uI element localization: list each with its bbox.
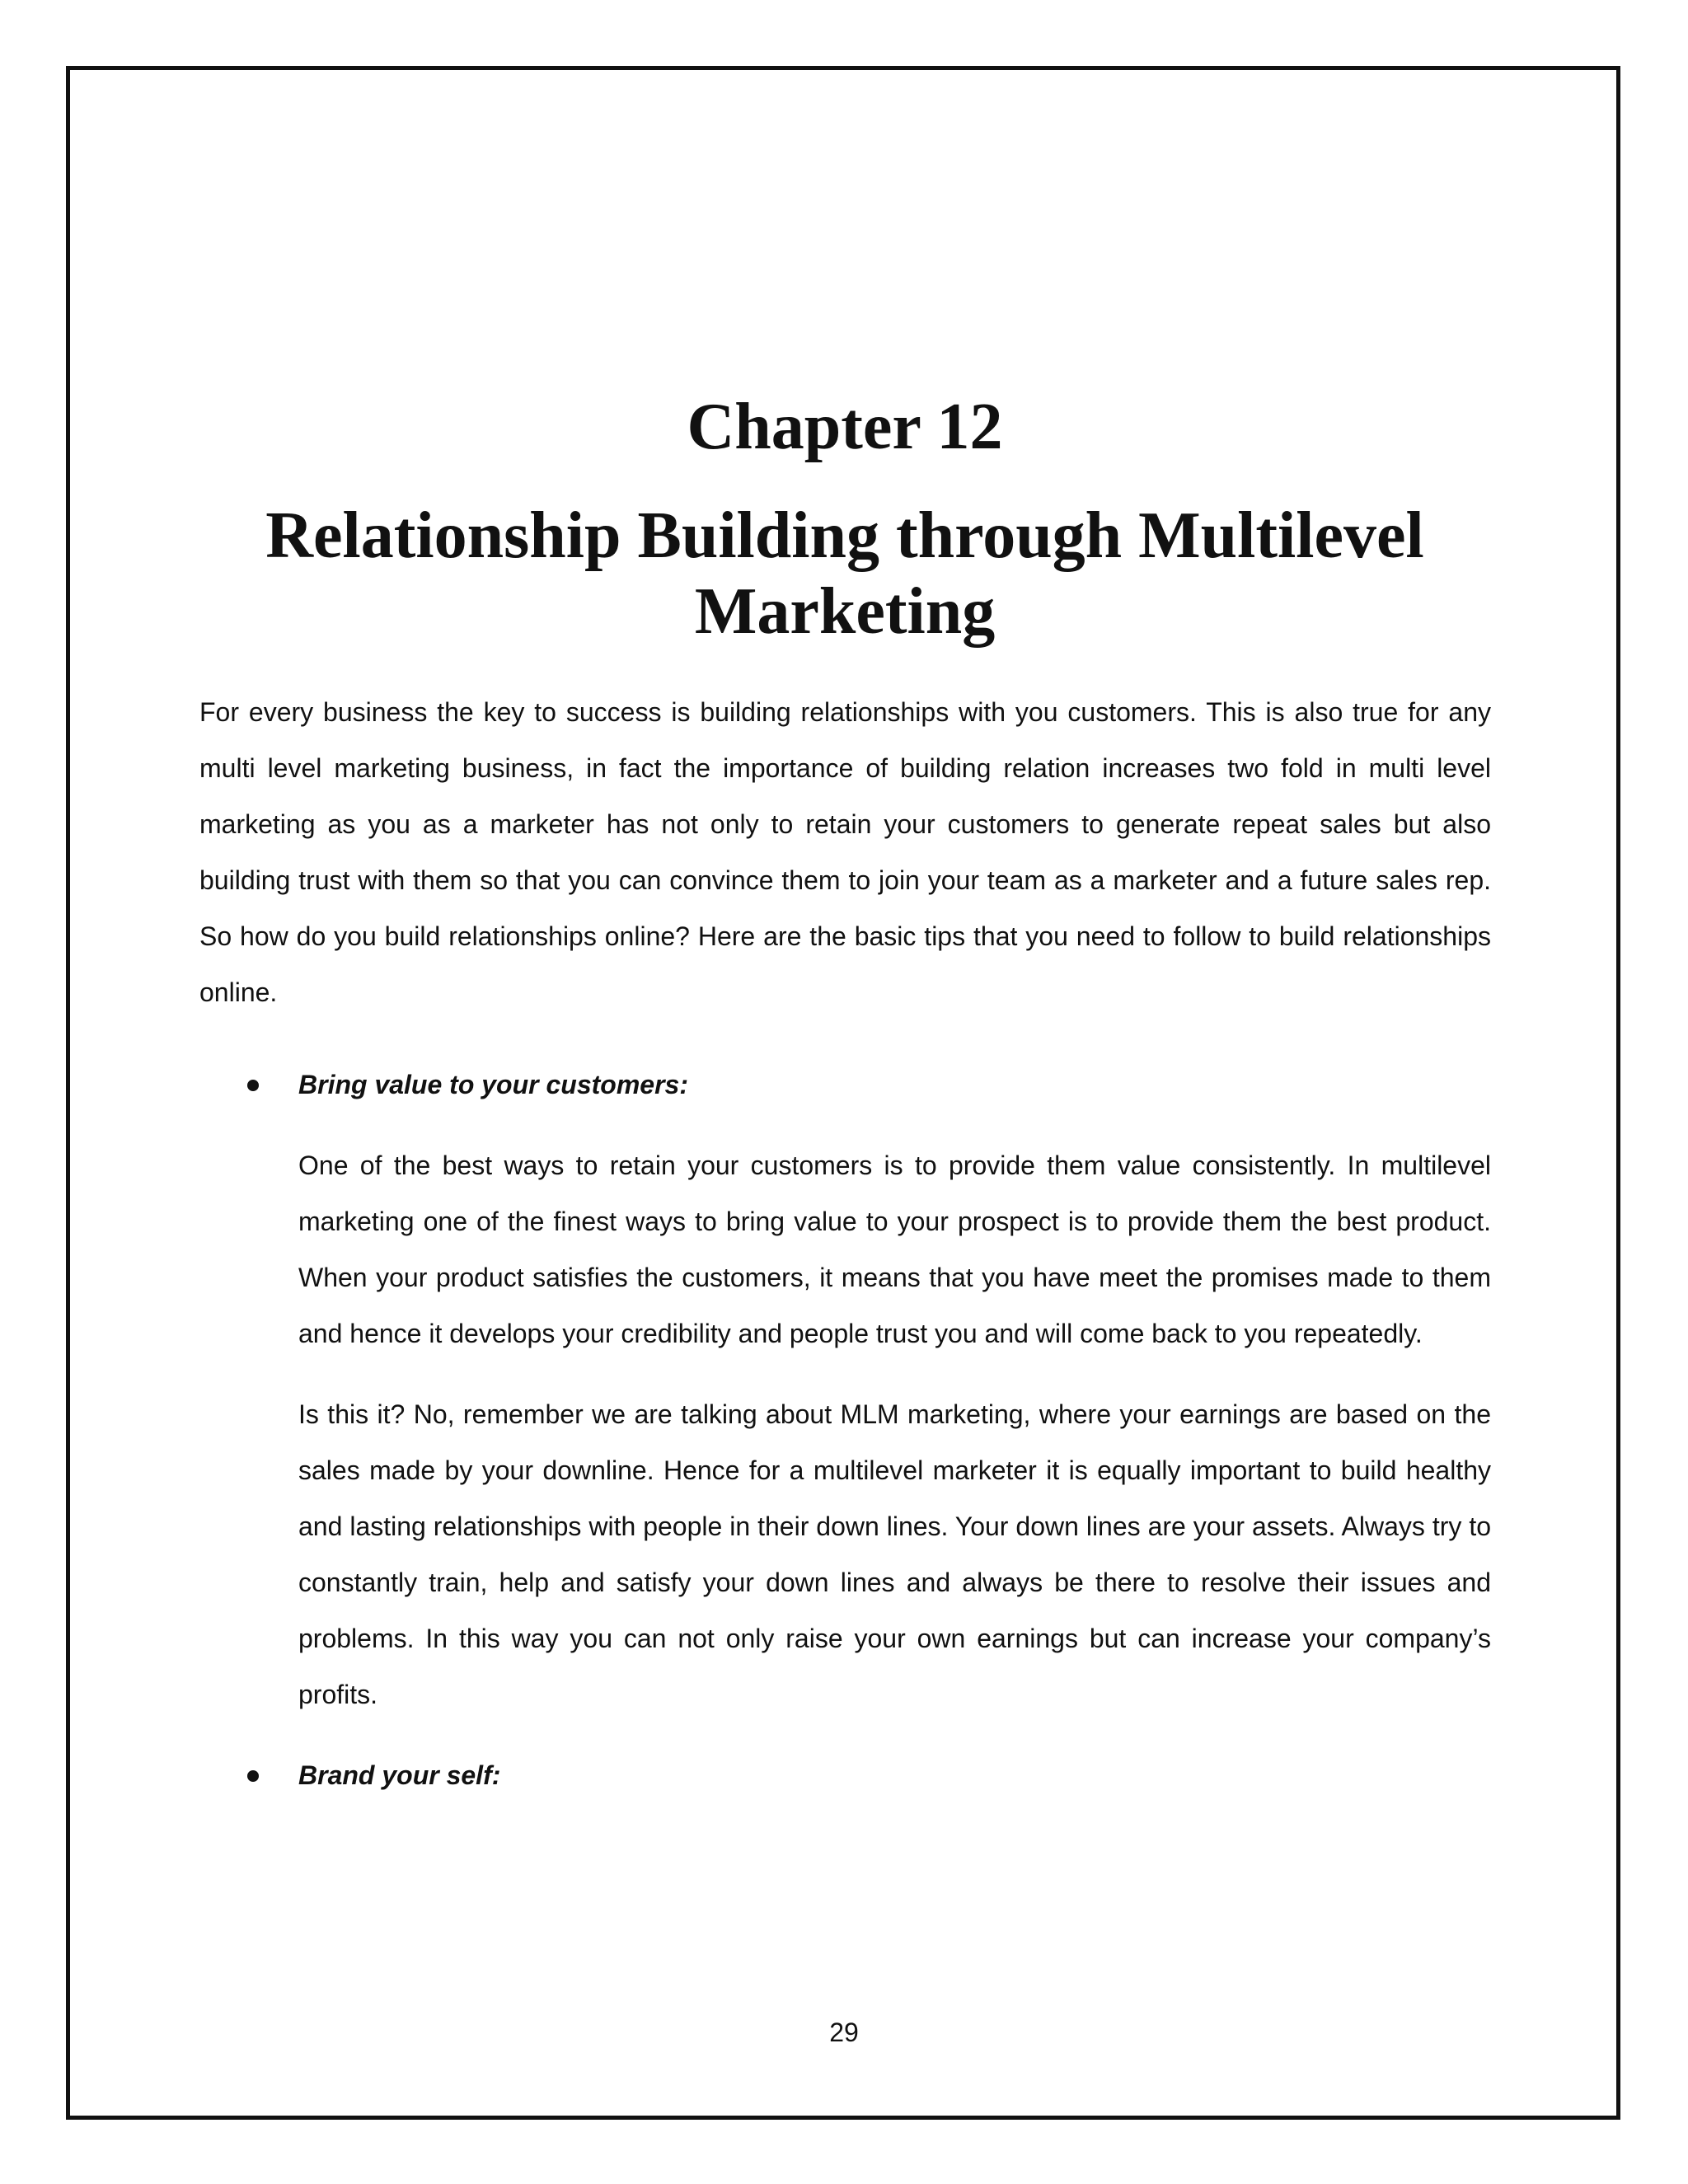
page-number: 29	[829, 2018, 859, 2047]
section-paragraph: Is this it? No, remember we are talking about MLM marketing, where your earnings are based on the sales made by your downline. Hence for a multilevel marketer it is equally important to build healthy and lasting relationships with people in their down lines. Your down lines are your assets. Always try to constantly train, help and satisfy your down lines and always be there to resolve their issues and problems. In this way you can not only raise your own earnings but can increase your company’s profits.	[298, 1399, 1491, 1709]
intro-paragraph: For every business the key to success is building relationships with you customers. This is also true for any multi level marketing business, in fact the importance of building relation increases two fold in multi level marketing as you as a marketer has not only to retain your customers to generate repeat sales but also building trust with them so that you can convince them to join your team as a marketer and a future sales rep. So how do you build relationships online? Here are the basic tips that you need to follow to build relationships online.	[199, 697, 1491, 1007]
section-heading-brand-yourself	[199, 1747, 1491, 1803]
section-heading-text: Brand your self:	[298, 1760, 501, 1790]
section-heading-bring-value	[199, 1057, 1491, 1113]
chapter-title: Relationship Building through Multilevel Marketing	[265, 499, 1424, 648]
page-content	[199, 684, 1491, 1803]
bullet-icon	[247, 1770, 259, 1782]
chapter-number-heading: Chapter 12	[687, 391, 1003, 463]
section-heading-text: Bring value to your customers:	[298, 1070, 688, 1099]
section-paragraph: One of the best ways to retain your customers is to provide them value consistently. In multilevel marketing one of the finest ways to bring value to your prospect is to provide them the best product. When your product satisfies the customers, it means that you have meet the promises made to them and hence it develops your credibility and people trust you and will come back to you repeatedly.	[298, 1151, 1491, 1348]
bullet-icon	[247, 1080, 259, 1091]
